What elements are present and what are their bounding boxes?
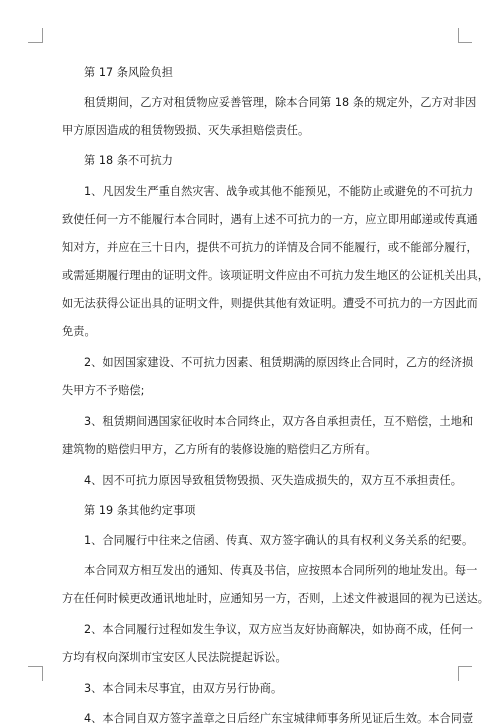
paragraph-line: 方在任何时候更改通讯地址时，应通知另一方，否则，上述文件被退回的视为已送达。 [62,592,490,605]
paragraph-line: 甲方原因造成的租赁物毁损、灭失承担赔偿责任。 [62,124,310,137]
paragraph-line: 知对方，并应在三十日内，提供不可抗力的详情及合同不能履行，或不能部分履行， [62,241,478,254]
section-heading: 第 17 条风险负担 [84,66,173,79]
paragraph-line: 租赁期间，乙方对租赁物应妥善管理，除本合同第 18 条的规定外，乙方对非因 [84,96,477,109]
paragraph-line: 4、因不可抗力原因导致租赁物毁损、灭失造成损失的，双方互不承担责任。 [84,474,463,487]
crop-mark-bottom-right-v [458,666,459,681]
paragraph-line: 1、凡因发生严重自然灾害、战争或其他不能预见，不能防止或避免的不可抗力 [84,185,474,198]
crop-mark-bottom-left-h [28,666,42,667]
paragraph-line: 1、合同履行中往来之信函、传真、双方签字确认的具有权利义务关系的纪要。 [84,534,474,547]
section-heading: 第 19 条其他约定事项 [84,504,196,517]
paragraph-line: 免责。 [62,325,96,338]
paragraph-line: 方均有权向深圳市宝安区人民法院提起诉讼。 [62,651,287,664]
paragraph-line: 4、本合同自双方签字盖章之日后经广东宝城律师事务所见证后生效。本合同壹 [84,712,474,725]
document-body [62,66,490,725]
crop-mark-top-left-v [42,28,43,43]
crop-mark-bottom-left-v [42,666,43,681]
paragraph-line: 本合同双方相互发出的通知、传真及书信，应按照本合同所列的地址发出。每一 [84,564,478,577]
paragraph-line: 失甲方不予赔偿; [62,384,145,397]
paragraph-line: 2、本合同履行过程如发生争议，双方应当友好协商解决，如协商不成，任何一 [84,623,474,636]
crop-mark-top-left-h [28,42,42,43]
crop-mark-top-right-h [458,42,472,43]
paragraph-line: 致使任何一方不能履行本合同时，遇有上述不可抗力的一方，应立即用邮递或传真通 [62,213,478,226]
paragraph-line: 建筑物的赔偿归甲方，乙方所有的装修设施的赔偿归乙方所有。 [62,443,377,456]
paragraph-line: 2、如因国家建设、不可抗力因素、租赁期满的原因终止合同时，乙方的经济损 [84,356,474,369]
paragraph-line: 如无法获得公证出具的证明文件，则提供其他有效证明。遭受不可抗力的一方因此而 [62,297,478,310]
paragraph-line: 3、本合同未尽事宜，由双方另行协商。 [84,682,283,695]
crop-mark-top-right-v [458,28,459,43]
paragraph-line: 或需延期履行理由的证明文件。该项证明文件应由不可抗力发生地区的公证机关出具， [62,269,490,282]
paragraph-line: 3、租赁期间遇国家征收时本合同终止，双方各自承担责任，互不赔偿，土地和 [84,415,474,428]
section-heading: 第 18 条不可抗力 [84,154,173,167]
crop-mark-bottom-right-h [458,666,472,667]
